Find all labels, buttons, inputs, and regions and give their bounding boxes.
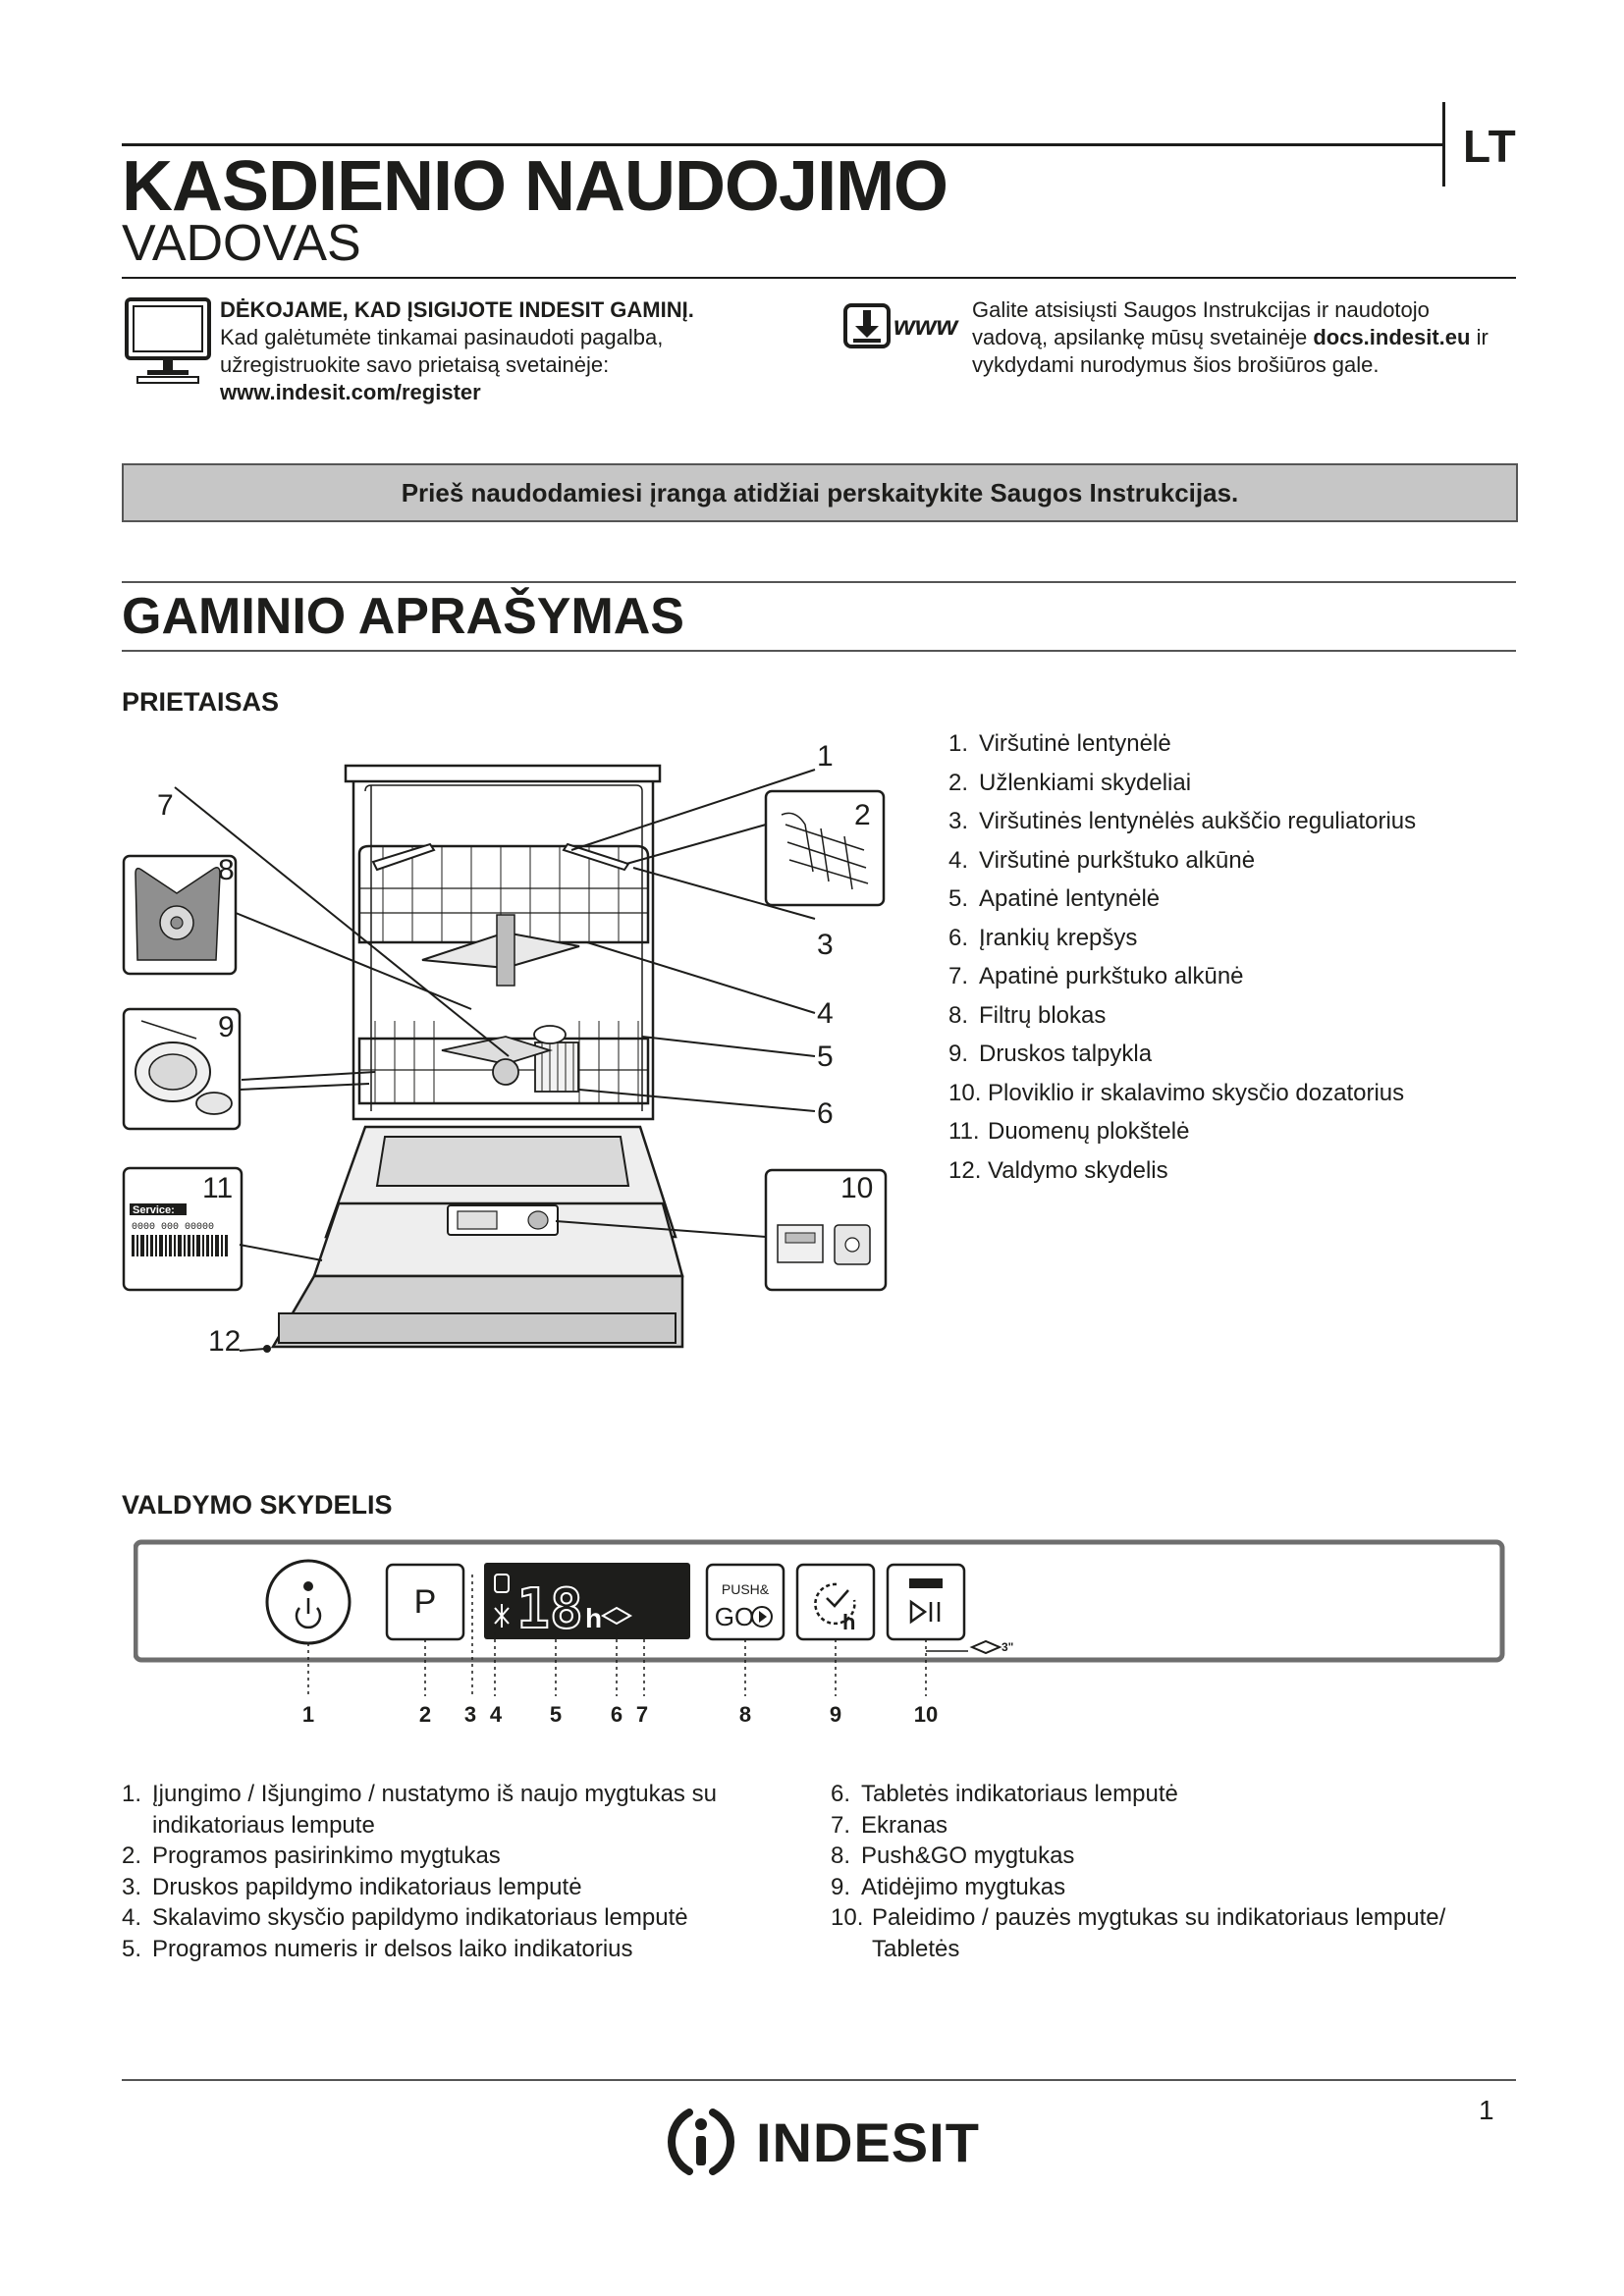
brand-name: INDESIT (756, 2110, 980, 2173)
legend-item (948, 724, 1416, 764)
panel-callout-4: 4 (489, 1702, 503, 1727)
callout-4: 4 (817, 997, 834, 1030)
legend-number: 9. (948, 1041, 969, 1067)
footer-rule (122, 2079, 1516, 2081)
legend-item (122, 1841, 770, 1872)
section-rule (122, 650, 1516, 652)
page-number: 1 (1479, 2095, 1494, 2125)
legend-item (122, 1872, 770, 1903)
push-go-top: PUSH& (721, 1581, 770, 1597)
legend-item (122, 1779, 770, 1841)
rating-plate-label: Service: (133, 1204, 175, 1216)
legend-item (948, 802, 1416, 841)
callout-1: 1 (817, 740, 834, 773)
header-rule (122, 143, 1443, 146)
legend-label: Skalavimo skysčio papildymo indikatoriaus lemputė (152, 1904, 688, 1931)
legend-label: Įrankių krepšys (979, 924, 1138, 951)
callout-11: 11 (202, 1172, 234, 1204)
section-title: GAMINIO APRAŠYMAS (122, 588, 684, 645)
legend-label: Paleidimo / pauzės mygtukas su indikatoriaus lempute/ Tabletės (872, 1904, 1446, 1962)
panel-callout-10: 10 (913, 1702, 939, 1727)
panel-callout-8: 8 (738, 1702, 752, 1727)
legend-label: Druskos talpykla (979, 1041, 1153, 1067)
legend-label: Programos pasirinkimo mygtukas (152, 1842, 501, 1869)
legend-number: 5. (948, 885, 969, 912)
panel-callout-3: 3 (463, 1702, 477, 1727)
intro-line: vykdydami nurodymus šios brošiūros gale. (972, 352, 1380, 377)
legend-label: Apatinė purkštuko alkūnė (979, 963, 1244, 989)
legend-label: Push&GO mygtukas (861, 1842, 1075, 1869)
legend-number: 8. (948, 1001, 969, 1029)
legend-number: 11. (948, 1118, 980, 1145)
legend-number: 8. (831, 1842, 851, 1869)
legend-item (122, 1934, 770, 1965)
delay-button[interactable] (797, 1565, 874, 1639)
delay-unit: h (842, 1610, 856, 1634)
legend-label: Užlenkiami skydeliai (979, 769, 1192, 796)
safety-notice (122, 463, 1518, 522)
legend-label: Programos numeris ir delsos laiko indikatorius (152, 1935, 633, 1962)
legend-label: Viršutinė purkštuko alkūnė (979, 846, 1256, 874)
lang-divider (1442, 102, 1445, 187)
callout-7: 7 (157, 789, 174, 822)
legend-number: 1. (122, 1781, 142, 1807)
legend-number: 10. (831, 1904, 864, 1931)
legend-number: 2. (122, 1842, 142, 1869)
legend-number: 3. (122, 1873, 142, 1900)
legend-label: Duomenų plokštelė (988, 1118, 1190, 1145)
legend-number: 4. (948, 846, 969, 874)
legend-number: 4. (122, 1904, 142, 1931)
callout-10: 10 (840, 1172, 874, 1204)
intro-line: užregistruokite savo prietaisą svetainėje: (220, 352, 610, 377)
legend-label: Įjungimo / Išjungimo / nustatymo iš naujo mygtukas su indikatoriaus lempute (152, 1781, 717, 1839)
legend-item (948, 880, 1416, 919)
control-panel-heading: VALDYMO SKYDELIS (122, 1490, 393, 1520)
callout-6: 6 (817, 1097, 834, 1130)
indesit-logo-icon (660, 2101, 742, 2183)
legend-label: Ekranas (861, 1811, 948, 1839)
legend-number: 7. (831, 1811, 851, 1839)
program-label: P (413, 1583, 437, 1621)
callout-3: 3 (817, 929, 834, 961)
panel-callout-5: 5 (549, 1702, 563, 1727)
legend-item (831, 1872, 1498, 1903)
legend-item (948, 1151, 1416, 1191)
rating-plate-number: 0000 000 00000 (132, 1222, 215, 1233)
legend-item (948, 1035, 1416, 1074)
intro-line: vadovą, apsilankę mūsų svetainėje (972, 325, 1314, 349)
legend-label: Apatinė lentynėlė (979, 885, 1161, 912)
panel-callout-1: 1 (301, 1702, 315, 1727)
intro-right (972, 296, 1489, 379)
legend-label: Ploviklio ir skalavimo skysčio dozatorius (988, 1079, 1405, 1106)
legend-label: Druskos papildymo indikatoriaus lemputė (152, 1873, 582, 1900)
worktop (346, 766, 660, 781)
legend-number: 1. (948, 730, 969, 757)
callout-9: 9 (218, 1011, 235, 1043)
legend-number: 2. (948, 769, 969, 796)
brand-logo (660, 2101, 980, 2183)
intro-line: Galite atsisiųsti Saugos Instrukcijas ir naudotojo (972, 297, 1430, 322)
callout-8: 8 (218, 854, 235, 886)
legend-item (831, 1902, 1498, 1964)
panel-legend-right (831, 1779, 1498, 1964)
doc-subtitle: VADOVAS (122, 215, 361, 272)
intro-line: ir (1470, 325, 1489, 349)
legend-number: 6. (831, 1781, 851, 1807)
intro-heading: DĖKOJAME, KAD ĮSIGIJOTE INDESIT GAMINĮ. (220, 297, 694, 322)
www-label: www (893, 310, 958, 341)
panel-callout-9: 9 (829, 1702, 842, 1727)
tablet-note: 3" (1001, 1640, 1014, 1654)
legend-number: 9. (831, 1873, 851, 1900)
intro-left (220, 296, 694, 406)
callout-2: 2 (854, 799, 871, 831)
start-pause-button[interactable] (888, 1565, 964, 1639)
legend-item (831, 1841, 1498, 1872)
legend-number: 5. (122, 1935, 142, 1962)
section-rule (122, 581, 1516, 583)
safety-notice-text: Prieš naudodamiesi įranga atidžiai perskaitykite Saugos Instrukcijas. (401, 477, 1239, 507)
legend-item (948, 1074, 1416, 1113)
legend-label: Filtrų blokas (979, 1001, 1107, 1029)
legend-number: 6. (948, 924, 969, 951)
appliance-heading: PRIETAISAS (122, 687, 280, 717)
parts-legend (948, 724, 1416, 1190)
program-number-display: 18 (516, 1577, 583, 1641)
program-button[interactable] (387, 1565, 463, 1639)
legend-item (831, 1810, 1498, 1842)
callout-5: 5 (817, 1041, 834, 1073)
push-go-button[interactable] (707, 1565, 784, 1639)
dishwasher-diagram (118, 726, 903, 1364)
legend-item (948, 996, 1416, 1036)
legend-label: Valdymo skydelis (988, 1156, 1168, 1184)
legend-label: Tabletės indikatoriaus lemputė (861, 1781, 1178, 1807)
legend-item (122, 1902, 770, 1934)
panel-callout-7: 7 (635, 1702, 649, 1727)
lower-spray-arm (442, 1037, 550, 1064)
doc-title: KASDIENIO NAUDOJIMO (122, 147, 948, 226)
panel-callout-6: 6 (610, 1702, 623, 1727)
legend-item (948, 841, 1416, 881)
docs-link[interactable]: docs.indesit.eu (1313, 325, 1471, 349)
legend-label: Viršutinė lentynėlė (979, 730, 1171, 757)
panel-callout-2: 2 (418, 1702, 432, 1727)
legend-label: Atidėjimo mygtukas (861, 1873, 1066, 1900)
legend-item (948, 1112, 1416, 1151)
legend-item (948, 919, 1416, 958)
title-rule (122, 277, 1516, 279)
register-link[interactable]: www.indesit.com/register (220, 380, 481, 404)
panel-legend-left (122, 1779, 770, 1964)
legend-number: 3. (948, 808, 969, 834)
intro-line: Kad galėtumėte tinkamai pasinaudoti pagalba, (220, 325, 664, 349)
barcode (132, 1235, 228, 1256)
legend-item (948, 764, 1416, 803)
legend-number: 10. (948, 1079, 982, 1106)
legend-item (948, 957, 1416, 996)
monitor-icon (124, 296, 212, 385)
legend-number: 12. (948, 1156, 982, 1184)
legend-number: 7. (948, 963, 969, 989)
callout-12: 12 (208, 1325, 242, 1358)
legend-item (831, 1779, 1498, 1810)
power-button[interactable] (267, 1561, 350, 1643)
legend-label: Viršutinės lentynėlės aukščio reguliatorius (979, 808, 1417, 834)
language-code: LT (1463, 121, 1517, 172)
display-unit: h (585, 1603, 603, 1633)
push-go-bottom: GO (714, 1602, 755, 1631)
download-icon (842, 302, 892, 349)
control-panel-diagram (134, 1539, 1508, 1735)
download-www-icon (842, 302, 957, 349)
